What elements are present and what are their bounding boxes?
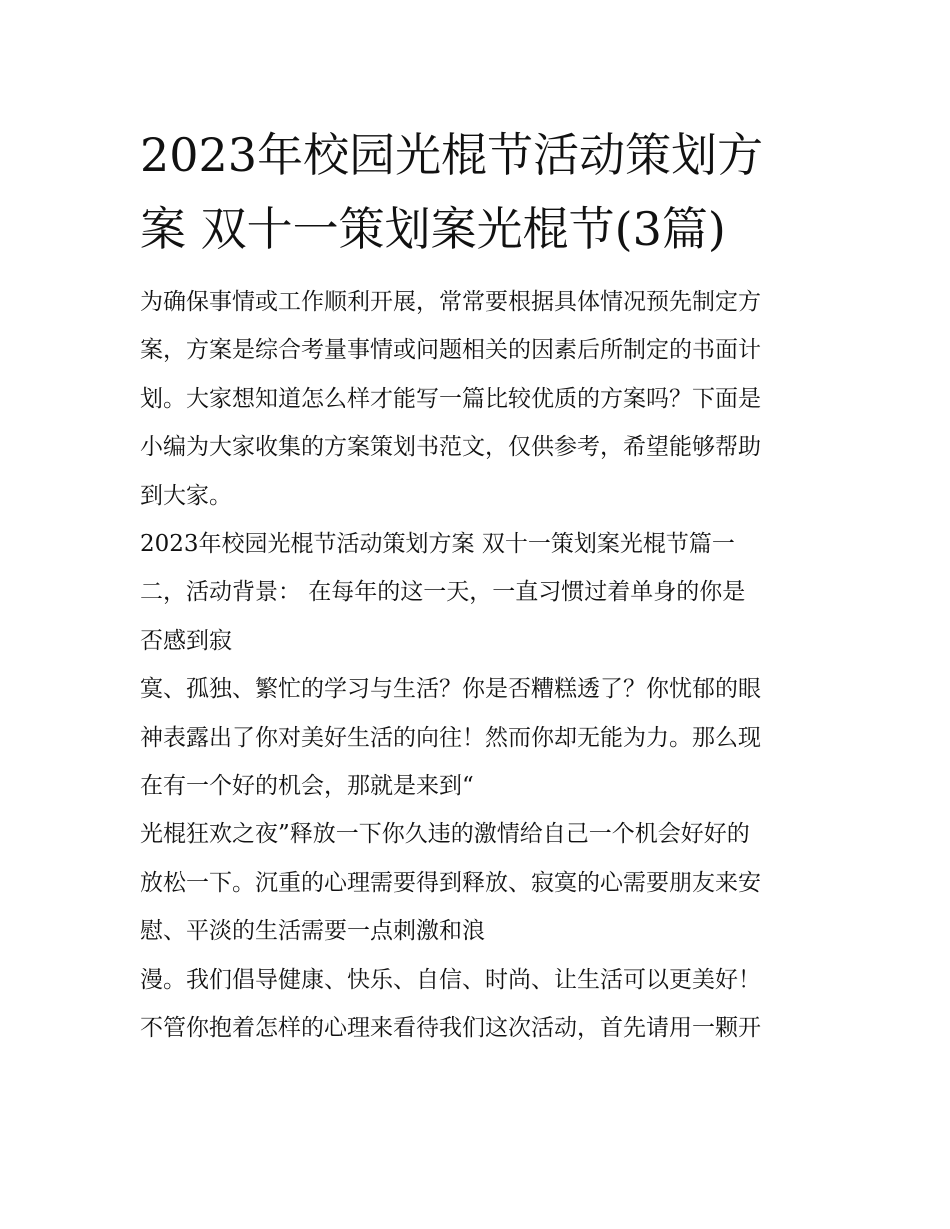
section-line-5: 在有一个好的机会，那就是来到“ xyxy=(140,773,474,800)
document-body xyxy=(140,278,840,1053)
section-line-1: 二，活动背景： 在每年的这一天，一直习惯过着单身的你是 xyxy=(140,579,746,606)
section-line-4: 神表露出了你对美好生活的向往！然而你却无能为力。那么现 xyxy=(140,724,761,751)
title-line-1: 2023年校园光棍节活动策划方 xyxy=(140,128,764,182)
section-line-9: 漫。我们倡导健康、快乐、自信、时尚、让生活可以更美好！ xyxy=(140,966,761,993)
intro-line-3: 划。大家想知道怎么样才能写一篇比较优质的方案吗？下面是 xyxy=(140,385,761,412)
intro-line-1: 为确保事情或工作顺利开展，常常要根据具体情况预先制定方 xyxy=(140,289,761,315)
section-line-2: 否感到寂 xyxy=(140,627,232,654)
intro-line-2: 案，方案是综合考量事情或问题相关的因素后所制定的书面计 xyxy=(140,337,761,364)
section-heading: 2023年校园光棍节活动策划方案 双十一策划案光棍节篇一 xyxy=(140,531,735,558)
document-title xyxy=(140,118,830,266)
section-line-7: 放松一下。沉重的心理需要得到释放、寂寞的心需要朋友来安 xyxy=(140,869,761,896)
section-line-8: 慰、平淡的生活需要一点刺激和浪 xyxy=(140,918,485,945)
intro-line-5: 到大家。 xyxy=(140,482,232,509)
title-line-2: 案 双十一策划案光棍节(3篇) xyxy=(140,202,726,256)
section-line-6: 光棍狂欢之夜”释放一下你久违的激情给自己一个机会好好的 xyxy=(140,821,750,848)
section-line-10: 不管你抱着怎样的心理来看待我们这次活动，首先请用一颗开 xyxy=(140,1015,761,1042)
section-line-3: 寞、孤独、繁忙的学习与生活？你是否糟糕透了？你忧郁的眼 xyxy=(140,676,761,703)
intro-line-4: 小编为大家收集的方案策划书范文，仅供参考，希望能够帮助 xyxy=(140,434,761,461)
